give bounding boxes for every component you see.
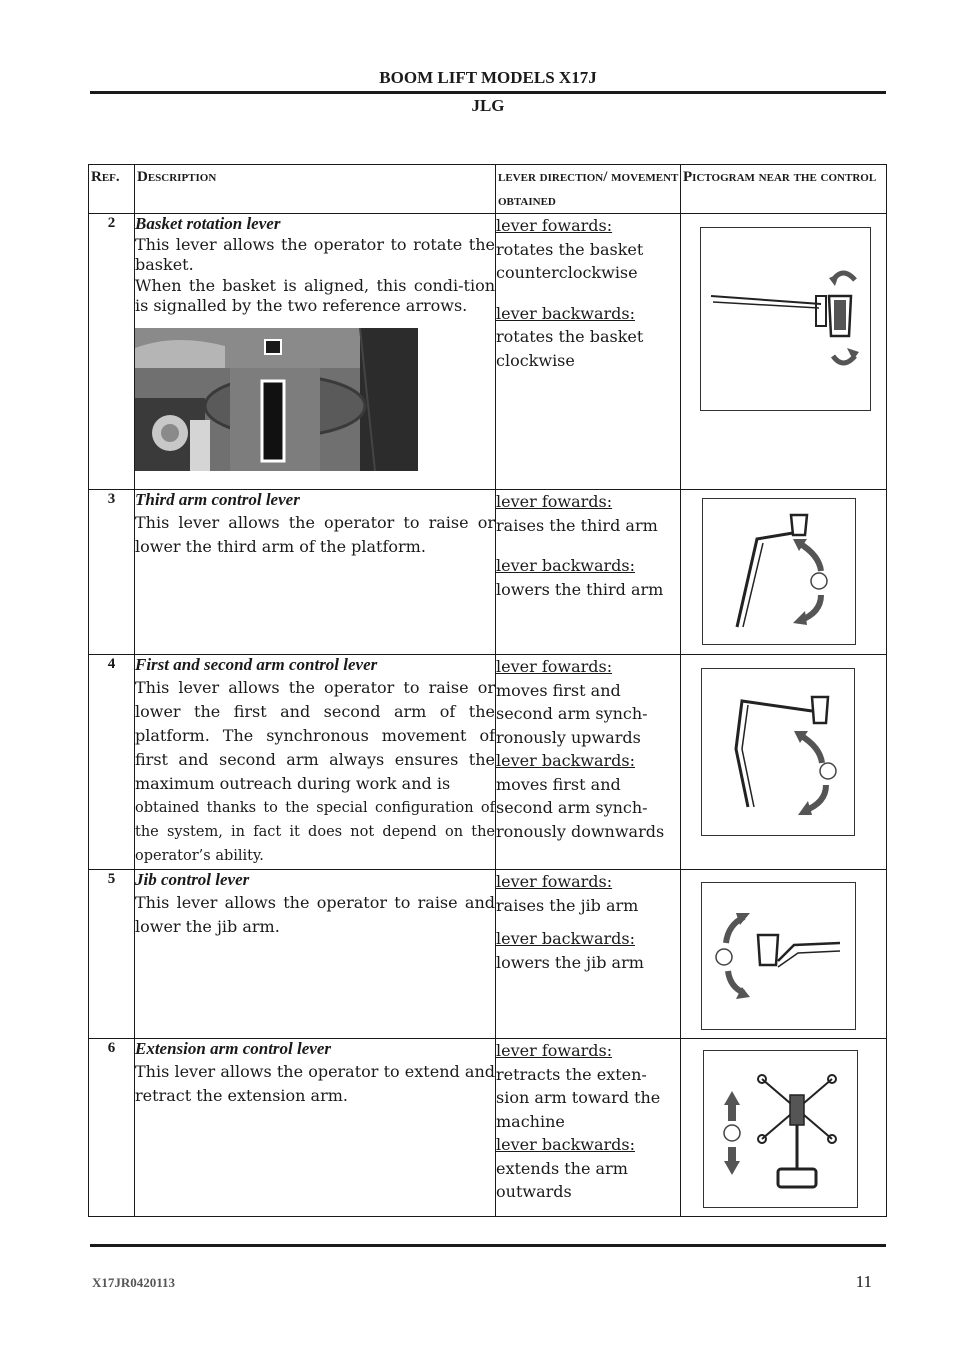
row-title: Extension arm control lever [135, 1039, 331, 1058]
lever-forward-text: retracts the exten-sion arm toward the machine [496, 1064, 661, 1131]
row-pictogram [681, 214, 887, 490]
row-pictogram [681, 870, 887, 1039]
row-pictogram [681, 490, 887, 655]
page-header [90, 66, 886, 118]
column-header-description: Description [135, 165, 496, 214]
lever-backward-text: lowers the third arm [496, 579, 664, 599]
row-description [135, 655, 496, 870]
basket-rotation-pictogram-icon [700, 227, 871, 411]
table-row [89, 214, 887, 490]
lever-backward-label: lever backwards: [496, 1135, 635, 1154]
row-title: First and second arm control lever [135, 655, 378, 674]
third-arm-pictogram-icon [702, 498, 856, 645]
lever-backward-label: lever backwards: [496, 751, 635, 770]
row-lever-direction [496, 490, 681, 655]
brand-name: JLG [471, 96, 505, 115]
row-body: This lever allows the operator to extend and retract the extension arm. [135, 1061, 495, 1105]
extension-arm-pictogram-icon [703, 1050, 858, 1208]
row-ref: 2 [89, 214, 135, 490]
row-title: Third arm control lever [135, 490, 300, 509]
row-ref: 6 [89, 1039, 135, 1217]
row-pictogram [681, 655, 887, 870]
row-ref: 5 [89, 870, 135, 1039]
table-header-row [89, 165, 887, 214]
row-pictogram [681, 1039, 887, 1217]
row-body: This lever allows the operator to raise and lower the jib arm. [135, 892, 495, 936]
lever-backward-text: extends the arm outwards [496, 1158, 628, 1201]
lever-forward-label: lever fowards: [496, 872, 613, 891]
row-description [135, 870, 496, 1039]
row-description [135, 490, 496, 655]
row-body: This lever allows the operator to raise or lower the first and second arm of the platform. The synchronous movement of first and second arm always ensures the maximum outreach during work and is [135, 677, 495, 793]
lever-forward-label: lever fowards: [496, 492, 613, 511]
row-lever-direction [496, 870, 681, 1039]
row-body-continued: obtained thanks to the special configuration of the system, in fact it does not depend on the operator’s ability. [135, 799, 495, 864]
row-ref: 3 [89, 490, 135, 655]
row-ref: 4 [89, 655, 135, 870]
table-row [89, 870, 887, 1039]
row-body: This lever allows the operator to rotate the basket. [135, 234, 495, 274]
document-title: BOOM LIFT MODELS X17J [379, 68, 597, 87]
lever-backward-label: lever backwards: [496, 556, 635, 575]
row-description [135, 214, 496, 490]
lever-forward-text: raises the third arm [496, 515, 658, 535]
page-number: 11 [855, 1272, 872, 1291]
footer-rule [90, 1244, 886, 1247]
lever-backward-label: lever backwards: [496, 303, 635, 323]
row-lever-direction [496, 1039, 681, 1217]
table-row [89, 490, 887, 655]
jib-arm-pictogram-icon [701, 882, 856, 1030]
lever-forward-text: rotates the basket counterclockwise [496, 239, 644, 282]
row-lever-direction [496, 214, 681, 490]
lever-backward-text: moves first and second arm synch-ronously downwards [496, 774, 665, 841]
row-body-note: When the basket is aligned, this condi-tion is signalled by the two reference arrows. [135, 275, 495, 315]
column-header-ref: Ref. [89, 165, 135, 214]
row-description [135, 1039, 496, 1217]
lever-forward-text: moves first and second arm synch-ronously upwards [496, 680, 648, 747]
lever-backward-text: rotates the basket clockwise [496, 327, 644, 370]
lever-backward-label: lever backwards: [496, 929, 635, 948]
row-title: Jib control lever [135, 870, 250, 889]
column-header-pictogram: Pictogram near the control [681, 165, 887, 214]
row-title: Basket rotation lever [135, 214, 281, 233]
row-lever-direction [496, 655, 681, 870]
document-code: X17JR0420113 [92, 1275, 176, 1290]
column-header-lever: lever direction/ movement obtained [496, 165, 681, 214]
lever-backward-text: lowers the jib arm [496, 952, 644, 972]
lever-forward-text: raises the jib arm [496, 895, 639, 915]
row-body: This lever allows the operator to raise or lower the third arm of the platform. [135, 512, 495, 556]
table-row [89, 1039, 887, 1217]
basket-alignment-photo [135, 328, 418, 471]
lever-forward-label: lever fowards: [496, 657, 613, 676]
table-row [89, 655, 887, 870]
lever-forward-label: lever fowards: [496, 216, 613, 235]
controls-table [88, 164, 887, 1217]
first-second-arm-pictogram-icon [701, 668, 855, 836]
lever-forward-label: lever fowards: [496, 1041, 613, 1060]
